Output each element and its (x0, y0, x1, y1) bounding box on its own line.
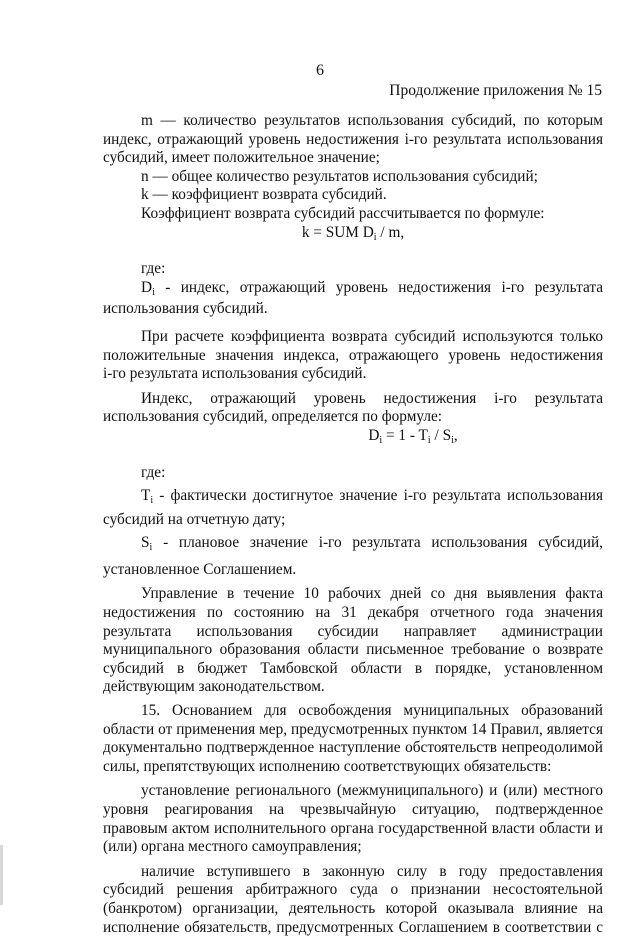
text-line: Коэффициент возврата субсидий рассчитывается по формуле: (141, 204, 545, 222)
text-line: субсидий на отчетную дату; (103, 510, 286, 528)
text-line: где: (141, 463, 166, 481)
text-line: где: (141, 260, 166, 278)
scan-edge-mark (0, 845, 3, 905)
definition-si: $S_i$ - плановое значение i-го результата использования субсидий, (141, 534, 603, 554)
text-line: использования субсидий. (103, 300, 268, 318)
text-line: субсидий, имеет положительное значение; (103, 149, 380, 167)
text-line: При расчете коэффициента возврата субсидий используются только (141, 327, 603, 345)
text-line: установленное Соглашением. (103, 560, 297, 578)
text-line: i-го результата использования субсидий. (103, 365, 367, 383)
text-line: использования субсидий, определяется по формуле: (103, 408, 443, 426)
text-line: действующим законодательством. (103, 678, 325, 696)
text-line: муниципального образования области письменное требование о возврате (103, 641, 603, 659)
text-line: индекс, отражающий уровень недостижения i-го результата использования (103, 130, 603, 148)
appendix-header: Продолжение приложения № 15 (389, 82, 602, 99)
text-line: правовым актом исполнительного органа государственной власти области и (103, 819, 603, 837)
formula-di: $D_i = 1 - T_i / S_i$, (368, 426, 458, 446)
document-body (103, 112, 603, 937)
text-line: Индекс, отражающий уровень недостижения i-го результата (141, 389, 603, 407)
text-line: (банкротом) организации, деятельность которой оказывала влияние на (103, 899, 603, 917)
text-line: результата использования субсидии направляет администрации (103, 622, 603, 640)
definition-di: $D_i$ - индекс, отражающий уровень недостижения i-го результата (141, 278, 603, 298)
text-line: n — общее количество результатов использования субсидий; (141, 167, 538, 185)
text-line: области от применения мер, предусмотренных пунктом 14 Правил, является (103, 720, 603, 738)
text-line: уровня реагирования на чрезвычайную ситуацию, подтвержденное (103, 801, 603, 818)
text-line: исполнение обязательств, предусмотренных Соглашением в соответствии с (103, 918, 603, 936)
definition-ti: $T_i$ - фактически достигнутое значение i-го результата использования (141, 487, 603, 507)
text-line: силы, препятствующих исполнению соответствующих обязательств: (103, 757, 552, 775)
text-line: k — коэффициент возврата субсидий. (141, 186, 387, 204)
text-line: наличие вступившего в законную силу в году предоставления (141, 862, 603, 880)
text-line: Управление в течение 10 рабочих дней со дня выявления факта (141, 585, 603, 603)
text-line: (или) органа местного самоуправления; (103, 838, 362, 856)
text-line: субсидий решения арбитражного суда о признании несостоятельной (103, 881, 603, 899)
text-line: m — количество результатов использования субсидий, по которым (141, 112, 603, 129)
text-line: недостижения по состоянию на 31 декабря отчетного года значения (103, 604, 603, 622)
text-line: установление регионального (межмуниципального) и (или) местного (141, 782, 603, 800)
text-line: документально подтвержденное наступление обстоятельств непреодолимой (103, 739, 603, 757)
formula-k: k = SUM $D_i$ / m, (301, 223, 405, 243)
text-line: 15. Основанием для освобождения муниципальных образований (141, 702, 603, 720)
text-line: субсидий в бюджет Тамбовской области в порядке, установленном (103, 659, 603, 677)
text-line: положительные значения индекса, отражающего уровень недостижения (103, 346, 603, 364)
page-number: 6 (316, 62, 324, 79)
